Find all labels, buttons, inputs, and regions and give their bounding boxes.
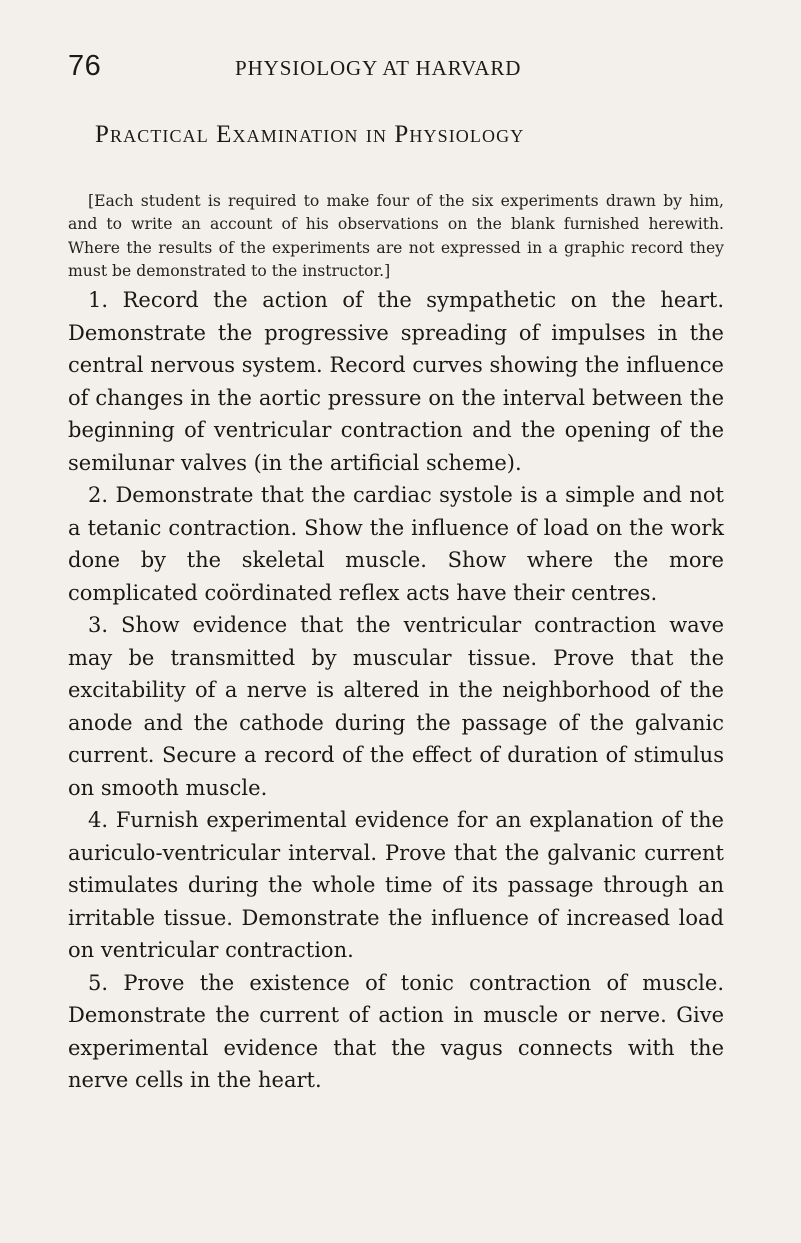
section-heading: Practical Examination in Physiology [95,121,525,148]
experiment-item-3: 3. Show evidence that the ventricular contraction wave may be transmitted by muscular tissue. Prove that the excitability of a nerve is altered in the neighborhood of the anode and the cathode during the passage of the galvanic current. Secure a record of the effect of duration of stimulus on smooth muscle. [68,613,724,800]
running-head [68,51,728,81]
running-title: PHYSIOLOGY AT HARVARD [235,56,522,80]
instruction-note: [Each student is required to make four of the six experiments drawn by him, and to write an account of his observations on the blank furnished herewith. Where the results of the experiments are not expressed in a graphic record they must be demonstrated to the instructor.] [68,191,724,281]
experiment-list [68,284,724,1097]
experiment-item-2: 2. Demonstrate that the cardiac systole is a simple and not a tetanic contraction. Show the influence of load on the work done by the skeletal muscle. Show where the more complicated coördinated reflex acts have their centres. [68,483,724,605]
experiment-item-1: 1. Record the action of the sympathetic on the heart. Demonstrate the progressive spreading of impulses in the central nervous system. Record curves showing the influence of changes in the aortic pressure on the interval between the beginning of ventricular contraction and the opening of the semilunar valves (in the artificial scheme). [68,288,724,475]
experiment-item-4: 4. Furnish experimental evidence for an explanation of the auriculo-ventricular interval. Prove that the galvanic current stimulates during the whole time of its passage through an irritable tissue. Demonstrate the influence of increased load on ventricular contraction. [68,808,724,962]
experiment-item-5: 5. Prove the existence of tonic contraction of muscle. Demonstrate the current of action in muscle or nerve. Give experimental evidence that the vagus connects with the nerve cells in the heart. [68,970,724,1092]
page-number: 76 [68,50,102,82]
